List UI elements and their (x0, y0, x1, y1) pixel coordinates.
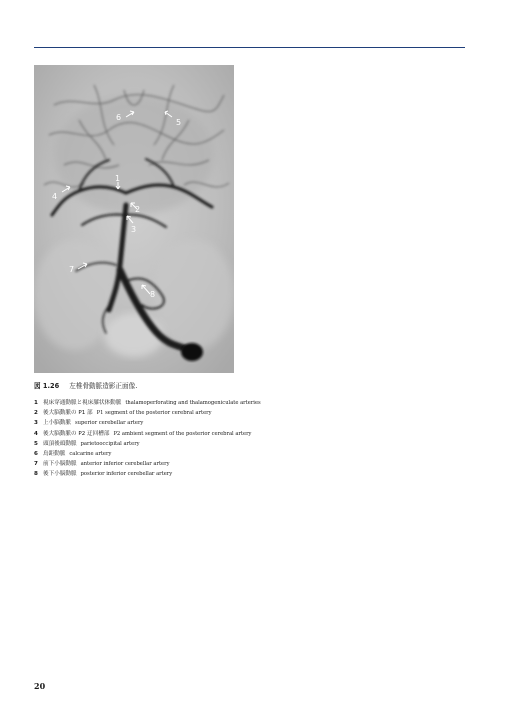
legend-item: 6 鳥距動脈 calcarine artery (34, 450, 112, 457)
arrow-label-4: 4 (52, 192, 58, 201)
legend-item: 3 上小脳動脈 superior cerebellar artery (34, 420, 144, 427)
arrow-label-8: 8 (150, 290, 156, 299)
arrow-label-6: 6 (116, 113, 122, 122)
page-number: 20 (34, 681, 46, 691)
arrow-label-1: 1 (115, 174, 121, 183)
figure-number: 図 1.26 (34, 382, 60, 390)
arrow-label-5: 5 (176, 118, 182, 127)
header-rule (34, 47, 465, 48)
figure-legend (34, 398, 261, 480)
legend-item: 2 後大脳動脈の P1 部 P1 segment of the posterior cerebral artery (34, 410, 212, 417)
figure-caption (34, 380, 137, 390)
legend-item: 4 後大脳動脈の P2 迂回槽部 P2 ambient segment of the posterior cerebral artery (34, 430, 252, 437)
figure-title: 左椎骨動脈造影正面像. (69, 382, 138, 390)
angiogram-image (34, 65, 234, 373)
legend-item: 1 視床穿通動脈と視床膝状体動脈 thalamoperforating and thalamogeniculate arteries (34, 400, 261, 406)
arrow-label-3: 3 (131, 225, 137, 234)
arrow-label-2: 2 (135, 205, 141, 214)
legend-item: 5 頭頂後頭動脈 parietooccipital artery (34, 440, 140, 447)
legend-item: 7 前下小脳動脈 anterior inferior cerebellar artery (34, 461, 170, 468)
arrow-label-7: 7 (69, 265, 75, 274)
legend-item: 8 後下小脳動脈 posterior inferior cerebellar artery (34, 471, 173, 478)
